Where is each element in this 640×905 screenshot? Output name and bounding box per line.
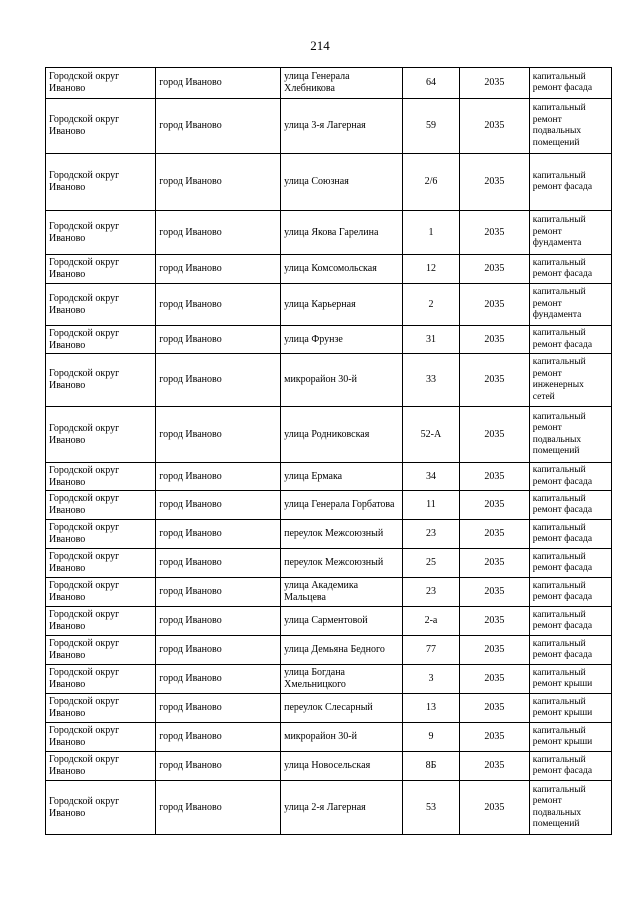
table-row [46, 723, 612, 752]
table-row [46, 549, 612, 578]
table-row [46, 607, 612, 636]
cell-city: город Иваново [156, 491, 281, 520]
cell-okrug: Городской округ Иваново [46, 99, 156, 154]
cell-street: переулок Межсоюзный [281, 520, 403, 549]
cell-city: город Иваново [156, 723, 281, 752]
cell-street: переулок Слесарный [281, 694, 403, 723]
cell-city: город Иваново [156, 752, 281, 781]
cell-work-type: капитальный ремонт фундамента [529, 284, 611, 326]
cell-house-number: 31 [402, 326, 459, 354]
cell-city: город Иваново [156, 636, 281, 665]
cell-work-type: капитальный ремонт фасада [529, 607, 611, 636]
table-row [46, 284, 612, 326]
cell-year: 2035 [460, 463, 530, 491]
cell-work-type: капитальный ремонт подвальных помещений [529, 99, 611, 154]
cell-year: 2035 [460, 607, 530, 636]
cell-year: 2035 [460, 326, 530, 354]
cell-work-type: капитальный ремонт фасада [529, 491, 611, 520]
cell-okrug: Городской округ Иваново [46, 354, 156, 407]
cell-street: микрорайон 30-й [281, 354, 403, 407]
cell-house-number: 3 [402, 665, 459, 694]
cell-city: город Иваново [156, 520, 281, 549]
cell-okrug: Городской округ Иваново [46, 636, 156, 665]
table-row [46, 211, 612, 255]
cell-work-type: капитальный ремонт подвальных помещений [529, 781, 611, 835]
cell-year: 2035 [460, 578, 530, 607]
cell-house-number: 52-А [402, 407, 459, 463]
cell-okrug: Городской округ Иваново [46, 781, 156, 835]
cell-work-type: капитальный ремонт крыши [529, 694, 611, 723]
cell-street: улица Якова Гарелина [281, 211, 403, 255]
cell-okrug: Городской округ Иваново [46, 607, 156, 636]
cell-year: 2035 [460, 491, 530, 520]
cell-house-number: 2/6 [402, 154, 459, 211]
cell-okrug: Городской округ Иваново [46, 491, 156, 520]
cell-okrug: Городской округ Иваново [46, 665, 156, 694]
cell-city: город Иваново [156, 549, 281, 578]
table-row [46, 99, 612, 154]
cell-year: 2035 [460, 636, 530, 665]
cell-work-type: капитальный ремонт подвальных помещений [529, 407, 611, 463]
cell-street: улица Сарментовой [281, 607, 403, 636]
cell-city: город Иваново [156, 255, 281, 284]
cell-work-type: капитальный ремонт фасада [529, 326, 611, 354]
cell-house-number: 25 [402, 549, 459, 578]
cell-year: 2035 [460, 723, 530, 752]
cell-street: улица Новосельская [281, 752, 403, 781]
cell-house-number: 11 [402, 491, 459, 520]
cell-street: улица Родниковская [281, 407, 403, 463]
cell-okrug: Городской округ Иваново [46, 463, 156, 491]
cell-okrug: Городской округ Иваново [46, 723, 156, 752]
cell-street: улица Богдана Хмельницкого [281, 665, 403, 694]
table-row [46, 255, 612, 284]
cell-okrug: Городской округ Иваново [46, 211, 156, 255]
table-row [46, 752, 612, 781]
cell-street: улица Комсомольская [281, 255, 403, 284]
page-number: 214 [310, 38, 330, 53]
cell-street: улица Академика Мальцева [281, 578, 403, 607]
cell-year: 2035 [460, 407, 530, 463]
cell-street: улица 3-я Лагерная [281, 99, 403, 154]
cell-street: улица Демьяна Бедного [281, 636, 403, 665]
cell-street: улица Генерала Горбатова [281, 491, 403, 520]
cell-city: город Иваново [156, 284, 281, 326]
table-row [46, 491, 612, 520]
cell-okrug: Городской округ Иваново [46, 549, 156, 578]
table-row [46, 578, 612, 607]
cell-house-number: 12 [402, 255, 459, 284]
table-row [46, 694, 612, 723]
cell-okrug: Городской округ Иваново [46, 68, 156, 99]
cell-work-type: капитальный ремонт фасада [529, 578, 611, 607]
cell-house-number: 9 [402, 723, 459, 752]
cell-year: 2035 [460, 211, 530, 255]
cell-city: город Иваново [156, 463, 281, 491]
cell-street: улица Ермака [281, 463, 403, 491]
cell-city: город Иваново [156, 578, 281, 607]
cell-year: 2035 [460, 354, 530, 407]
cell-okrug: Городской округ Иваново [46, 326, 156, 354]
cell-city: город Иваново [156, 68, 281, 99]
cell-work-type: капитальный ремонт крыши [529, 665, 611, 694]
cell-house-number: 77 [402, 636, 459, 665]
table-row [46, 154, 612, 211]
cell-street: улица Фрунзе [281, 326, 403, 354]
cell-okrug: Городской округ Иваново [46, 284, 156, 326]
cell-year: 2035 [460, 255, 530, 284]
cell-okrug: Городской округ Иваново [46, 694, 156, 723]
cell-house-number: 23 [402, 520, 459, 549]
cell-year: 2035 [460, 549, 530, 578]
table-row [46, 463, 612, 491]
cell-work-type: капитальный ремонт фасада [529, 255, 611, 284]
cell-okrug: Городской округ Иваново [46, 407, 156, 463]
table-row [46, 68, 612, 99]
cell-okrug: Городской округ Иваново [46, 154, 156, 211]
cell-work-type: капитальный ремонт фундамента [529, 211, 611, 255]
cell-city: город Иваново [156, 607, 281, 636]
cell-house-number: 59 [402, 99, 459, 154]
cell-street: улица Генерала Хлебникова [281, 68, 403, 99]
cell-house-number: 23 [402, 578, 459, 607]
cell-city: город Иваново [156, 781, 281, 835]
table-row [46, 636, 612, 665]
table-row [46, 781, 612, 835]
cell-year: 2035 [460, 694, 530, 723]
table-row [46, 407, 612, 463]
cell-city: город Иваново [156, 326, 281, 354]
cell-city: город Иваново [156, 211, 281, 255]
cell-okrug: Городской округ Иваново [46, 255, 156, 284]
cell-work-type: капитальный ремонт фасада [529, 636, 611, 665]
cell-city: город Иваново [156, 154, 281, 211]
table-row [46, 520, 612, 549]
cell-year: 2035 [460, 99, 530, 154]
cell-house-number: 64 [402, 68, 459, 99]
cell-year: 2035 [460, 284, 530, 326]
cell-house-number: 33 [402, 354, 459, 407]
cell-house-number: 2 [402, 284, 459, 326]
cell-work-type: капитальный ремонт фасада [529, 549, 611, 578]
cell-city: город Иваново [156, 665, 281, 694]
cell-work-type: капитальный ремонт фасада [529, 520, 611, 549]
cell-year: 2035 [460, 752, 530, 781]
cell-work-type: капитальный ремонт фасада [529, 68, 611, 99]
table-row [46, 354, 612, 407]
cell-work-type: капитальный ремонт инженерных сетей [529, 354, 611, 407]
table-row [46, 665, 612, 694]
cell-house-number: 1 [402, 211, 459, 255]
cell-year: 2035 [460, 665, 530, 694]
cell-work-type: капитальный ремонт крыши [529, 723, 611, 752]
cell-street: улица Карьерная [281, 284, 403, 326]
repair-registry-table [45, 67, 612, 835]
cell-house-number: 8Б [402, 752, 459, 781]
cell-street: улица 2-я Лагерная [281, 781, 403, 835]
cell-street: микрорайон 30-й [281, 723, 403, 752]
cell-city: город Иваново [156, 694, 281, 723]
cell-year: 2035 [460, 520, 530, 549]
cell-okrug: Городской округ Иваново [46, 752, 156, 781]
cell-house-number: 2-а [402, 607, 459, 636]
cell-street: улица Союзная [281, 154, 403, 211]
cell-house-number: 13 [402, 694, 459, 723]
table-body [46, 68, 612, 835]
cell-house-number: 34 [402, 463, 459, 491]
cell-house-number: 53 [402, 781, 459, 835]
cell-city: город Иваново [156, 354, 281, 407]
cell-city: город Иваново [156, 99, 281, 154]
cell-year: 2035 [460, 781, 530, 835]
cell-year: 2035 [460, 154, 530, 211]
cell-street: переулок Межсоюзный [281, 549, 403, 578]
cell-okrug: Городской округ Иваново [46, 520, 156, 549]
table-row [46, 326, 612, 354]
cell-city: город Иваново [156, 407, 281, 463]
cell-year: 2035 [460, 68, 530, 99]
cell-work-type: капитальный ремонт фасада [529, 752, 611, 781]
cell-work-type: капитальный ремонт фасада [529, 463, 611, 491]
cell-work-type: капитальный ремонт фасада [529, 154, 611, 211]
cell-okrug: Городской округ Иваново [46, 578, 156, 607]
